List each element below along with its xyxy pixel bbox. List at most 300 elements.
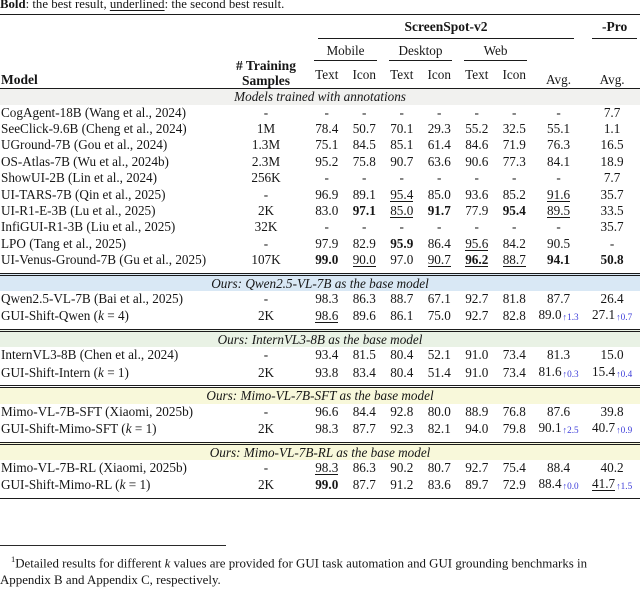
score-cell [533,219,584,235]
score-cell [421,170,459,186]
header-group-row [0,15,640,39]
column-header-desktop-icon: Icon [427,67,451,82]
footnote [0,551,640,589]
score-cell [421,291,459,307]
score-value: 83.0 [315,202,339,218]
score-value: 70.1 [390,120,414,136]
score-value: 81.5 [352,347,376,363]
score-cell [383,203,421,219]
score-value: 95.4 [390,186,414,202]
score-value: 88.7 [502,252,526,268]
score-cell [421,460,459,476]
score-value: 90.2 [390,460,414,475]
score-value: 89.5 [547,202,571,218]
score-value: 67.1 [427,291,451,307]
score-cell [346,154,384,170]
score-value: 84.6 [465,137,489,153]
score-cell [496,404,534,420]
score-cell [346,347,384,363]
score-value: 85.0 [390,202,414,218]
column-header-mobile-icon: Icon [352,67,376,82]
score-value: 96.6 [315,403,339,419]
score-value: - [512,104,517,120]
score-value: 87.7 [352,421,376,437]
score-value: 94.0 [465,421,489,437]
score-value: 89.6 [352,308,376,324]
score-value: 91.7 [427,202,451,218]
score-value: 40.2 [600,460,624,475]
score-cell [584,170,640,186]
table-row [0,252,640,274]
score-cell [421,236,459,252]
section-header-row [0,387,640,404]
score-value: 97.1 [352,202,376,218]
score-value: 29.3 [427,120,451,136]
score-value: 35.7 [600,186,624,202]
score-value: 96.2 [465,252,489,268]
score-value: - [324,170,329,186]
score-value: 15.4 [592,363,616,379]
score-cell [533,307,584,330]
model-name-cell: OS-Atlas-7B (Wu et al., 2024b) [1,153,169,169]
training-samples-cell: 256K [251,170,281,186]
score-value: 80.7 [427,460,451,475]
score-cell [496,364,534,387]
score-cell [308,236,346,252]
section-header: Ours: Mimo-VL-7B-RL as the base model [0,443,640,460]
score-cell [458,252,496,274]
table-row [0,476,640,498]
score-cell [458,137,496,153]
score-value: 86.3 [352,291,376,307]
score-value: 55.2 [465,120,489,136]
score-cell [308,420,346,443]
score-value: 91.0 [465,347,489,363]
score-cell [421,420,459,443]
score-value: - [437,219,442,235]
score-value: 92.7 [465,291,489,307]
score-value: 96.9 [315,186,339,202]
score-value: 84.4 [352,403,376,419]
score-value: 50.8 [600,252,624,268]
score-cell [308,203,346,219]
score-cell [458,236,496,252]
section-header-row [0,330,640,347]
score-cell [584,404,640,420]
column-subgroup-desktop [383,39,458,61]
score-value: 93.4 [315,347,339,363]
score-cell [308,291,346,307]
model-name-cell: CogAgent-18B (Wang et al., 2024) [1,104,186,120]
model-name-cell: GUI-Shift-Mimo-SFT (k = 1) [1,421,157,437]
score-cell [458,347,496,363]
training-samples-cell: - [263,291,269,307]
training-samples-cell: 1M [256,120,276,136]
table-section [0,387,640,443]
column-header-web-text: Text [465,67,489,82]
improvement-arrow: ↑2.5 [562,425,579,436]
score-cell [496,307,534,330]
model-name-cell: LPO (Tang et al., 2025) [1,235,127,251]
training-samples-cell: 2K [257,477,275,493]
score-value: 91.2 [390,477,414,493]
improvement-arrow: ↑1.5 [616,481,633,492]
screenspot-v2-label: ScreenSpot-v2 [318,19,574,39]
score-cell [533,460,584,476]
score-value: 99.0 [315,252,339,268]
score-cell [496,420,534,443]
score-cell [533,364,584,387]
score-value: 77.3 [502,153,526,169]
training-samples-cell: - [263,104,269,120]
score-value: 90.7 [427,252,451,268]
score-value: 90.1 [538,420,562,436]
section-header-row [0,443,640,460]
score-value: 88.9 [465,403,489,419]
score-value: 81.6 [538,363,562,379]
score-value: 85.1 [390,137,414,153]
score-value: 55.1 [547,120,571,136]
score-cell [383,404,421,420]
score-value: 72.9 [502,477,526,493]
score-cell [421,203,459,219]
table-row [0,137,640,153]
table-section [0,443,640,498]
model-name-cell: UI-TARS-7B (Qin et al., 2025) [1,186,166,202]
score-cell [584,236,640,252]
model-name-cell: UI-R1-E-3B (Lu et al., 2025) [1,202,156,218]
score-cell [346,476,384,498]
score-value: - [556,170,561,186]
score-cell [308,476,346,498]
score-cell [533,236,584,252]
column-header-pro-avg: Avg. [599,72,625,87]
footnote-marker: 1 [11,553,16,564]
score-value: 91.6 [547,186,571,202]
table-row [0,291,640,307]
score-cell [496,105,534,121]
score-value: 86.3 [352,460,376,475]
score-value: 98.3 [315,291,339,307]
score-cell [584,252,640,274]
score-cell [458,121,496,137]
score-cell [308,252,346,274]
training-samples-cell: - [263,235,269,251]
model-name-cell: GUI-Shift-Mimo-RL (k = 1) [1,477,151,493]
score-cell [458,476,496,498]
improvement-arrow: ↑0.4 [616,368,633,379]
score-cell [308,307,346,330]
score-value: 95.9 [390,235,414,251]
column-header-mobile-text: Text [315,67,339,82]
score-value: 73.4 [502,364,526,380]
score-value: 26.4 [600,291,624,307]
score-cell [346,137,384,153]
score-cell [584,203,640,219]
score-value: 85.0 [427,186,451,202]
footnote-rule [0,545,226,546]
pro-label: -Pro [592,19,637,39]
score-cell [308,105,346,121]
k-symbol: k [98,364,104,380]
score-cell [383,347,421,363]
score-cell [308,154,346,170]
column-subgroup-web [458,39,533,61]
score-cell [421,307,459,330]
score-value: 95.4 [502,202,526,218]
score-cell [584,460,640,476]
score-cell [308,404,346,420]
training-samples-cell: 2.3M [251,153,281,169]
score-value: 89.1 [352,186,376,202]
score-value: 97.0 [390,252,414,268]
score-value: 75.1 [315,137,339,153]
score-cell [458,170,496,186]
score-value: - [399,219,404,235]
score-cell [383,121,421,137]
table-section [0,274,640,330]
training-samples-cell: - [263,186,269,202]
table-row [0,347,640,363]
improvement-arrow: ↑0.7 [616,312,633,323]
training-samples-cell: 2K [257,202,275,218]
score-value: 84.5 [352,137,376,153]
score-cell [421,105,459,121]
score-cell [421,476,459,498]
score-cell [421,347,459,363]
score-value: 90.7 [390,153,414,169]
training-samples-cell: 1.3M [251,137,281,153]
score-value: 83.4 [352,364,376,380]
score-value: 80.4 [390,364,414,380]
table-caption [0,0,640,12]
score-cell [496,170,534,186]
score-value: 76.8 [502,403,526,419]
score-cell [496,347,534,363]
table-row [0,105,640,121]
table-header [0,15,640,89]
score-value: 92.7 [465,308,489,324]
score-value: 83.6 [427,477,451,493]
web-label: Web [464,43,527,61]
score-cell [584,347,640,363]
score-value: - [474,219,479,235]
section-header-row [0,274,640,291]
score-cell [458,460,496,476]
score-cell [496,476,534,498]
score-cell [496,187,534,203]
model-name-cell: Mimo-VL-7B-SFT (Xiaomi, 2025b) [1,403,194,419]
score-value: 52.1 [427,347,451,363]
score-value: 41.7 [592,476,616,492]
section-header-row [0,89,640,105]
score-value: 33.5 [600,202,624,218]
model-name-cell: UGround-7B (Gou et al., 2024) [1,137,168,153]
score-cell [496,460,534,476]
table-section [0,330,640,386]
score-value: - [512,219,517,235]
score-cell [346,307,384,330]
score-cell [496,291,534,307]
score-cell [496,121,534,137]
score-cell [421,154,459,170]
score-value: 77.9 [465,202,489,218]
score-cell [458,307,496,330]
score-cell [308,364,346,387]
score-value: 80.4 [390,347,414,363]
score-cell [421,252,459,274]
score-cell [584,154,640,170]
score-value: 92.7 [465,460,489,475]
training-samples-cell: 2K [257,308,275,324]
score-value: 27.1 [592,307,616,323]
score-value: 75.4 [502,460,526,475]
score-value: - [399,104,404,120]
model-name-cell: SeeClick-9.6B (Cheng et al., 2024) [1,120,187,136]
desktop-label: Desktop [389,43,452,61]
score-cell [496,252,534,274]
section-header: Ours: Qwen2.5-VL-7B as the base model [0,274,640,291]
score-value: 95.2 [315,153,339,169]
table-row [0,203,640,219]
score-cell [383,219,421,235]
score-cell [533,476,584,498]
score-value: 78.4 [315,120,339,136]
score-cell [533,404,584,420]
model-name-cell: InternVL3-8B (Chen et al., 2024) [1,347,179,363]
table-row [0,404,640,420]
score-value: 79.8 [502,421,526,437]
score-cell [584,219,640,235]
score-cell [383,137,421,153]
score-value: 15.0 [600,347,624,363]
score-cell [308,460,346,476]
score-cell [584,137,640,153]
score-value: 89.7 [465,477,489,493]
section-header: Ours: InternVL3-8B as the base model [0,330,640,347]
score-cell [421,137,459,153]
score-cell [346,420,384,443]
score-value: 61.4 [427,137,451,153]
training-samples-cell: 2K [257,364,275,380]
score-value: - [609,235,615,251]
score-cell [584,105,640,121]
score-value: 94.1 [547,252,571,268]
score-value: 98.3 [315,421,339,437]
score-cell [458,364,496,387]
score-value: 86.4 [427,235,451,251]
mobile-label: Mobile [314,43,377,61]
score-cell [308,121,346,137]
score-value: 40.7 [592,420,616,436]
score-cell [346,121,384,137]
improvement-arrow: ↑0.0 [562,481,579,492]
score-cell [383,252,421,274]
score-cell [458,291,496,307]
improvement-arrow: ↑0.9 [616,425,633,436]
score-value: 76.3 [547,137,571,153]
score-value: 98.3 [315,460,339,475]
model-name-cell: ShowUI-2B (Lin et al., 2024) [1,170,158,186]
model-name-cell: Qwen2.5-VL-7B (Bai et al., 2025) [1,291,184,307]
score-value: - [556,219,561,235]
score-value: 82.9 [352,235,376,251]
score-value: - [474,170,479,186]
training-samples-cell: - [263,403,269,419]
score-cell [584,187,640,203]
training-samples-cell: 2K [257,421,275,437]
caption-underlined-word: underlined [109,0,165,11]
section-header: Models trained with annotations [0,89,640,105]
training-samples-cell: - [263,460,269,475]
score-value: 95.6 [465,235,489,251]
score-cell [421,121,459,137]
score-cell [458,154,496,170]
score-cell [533,137,584,153]
score-cell [584,291,640,307]
score-value: 91.0 [465,364,489,380]
score-value: 81.3 [547,347,571,363]
column-header-model: Model [1,72,38,87]
score-cell [533,420,584,443]
score-cell [496,154,534,170]
improvement-arrow: ↑1.3 [562,312,579,323]
training-samples-cell: - [263,347,269,363]
model-name-cell: Mimo-VL-7B-RL (Xiaomi, 2025b) [1,460,187,475]
score-value: - [362,104,367,120]
score-cell [346,236,384,252]
score-cell [383,154,421,170]
score-cell [346,219,384,235]
score-value: - [556,104,561,120]
score-cell [584,476,640,498]
score-cell [308,137,346,153]
score-value: - [399,170,404,186]
score-value: 39.8 [600,403,624,419]
results-table [0,14,640,499]
score-value: 97.9 [315,235,339,251]
score-cell [458,203,496,219]
k-symbol: k [98,308,104,324]
column-subgroup-mobile [308,39,383,61]
table-row [0,154,640,170]
training-samples-cell: 32K [254,219,278,235]
score-value: 87.7 [352,477,376,493]
score-cell [496,219,534,235]
score-value: 63.6 [427,153,451,169]
score-cell [496,203,534,219]
table-row [0,307,640,330]
score-cell [308,219,346,235]
score-value: 92.3 [390,421,414,437]
score-cell [346,460,384,476]
model-name-cell: UI-Venus-Ground-7B (Gu et al., 2025) [1,252,207,268]
score-cell [458,404,496,420]
score-cell [383,460,421,476]
score-cell [346,252,384,274]
score-cell [308,170,346,186]
score-cell [346,105,384,121]
score-cell [533,121,584,137]
caption-text-mid: : the best result, [25,0,110,11]
score-cell [458,105,496,121]
score-cell [383,187,421,203]
score-value: 82.1 [427,421,451,437]
score-value: - [362,219,367,235]
score-value: - [362,170,367,186]
score-value: 50.7 [352,120,376,136]
score-cell [383,105,421,121]
